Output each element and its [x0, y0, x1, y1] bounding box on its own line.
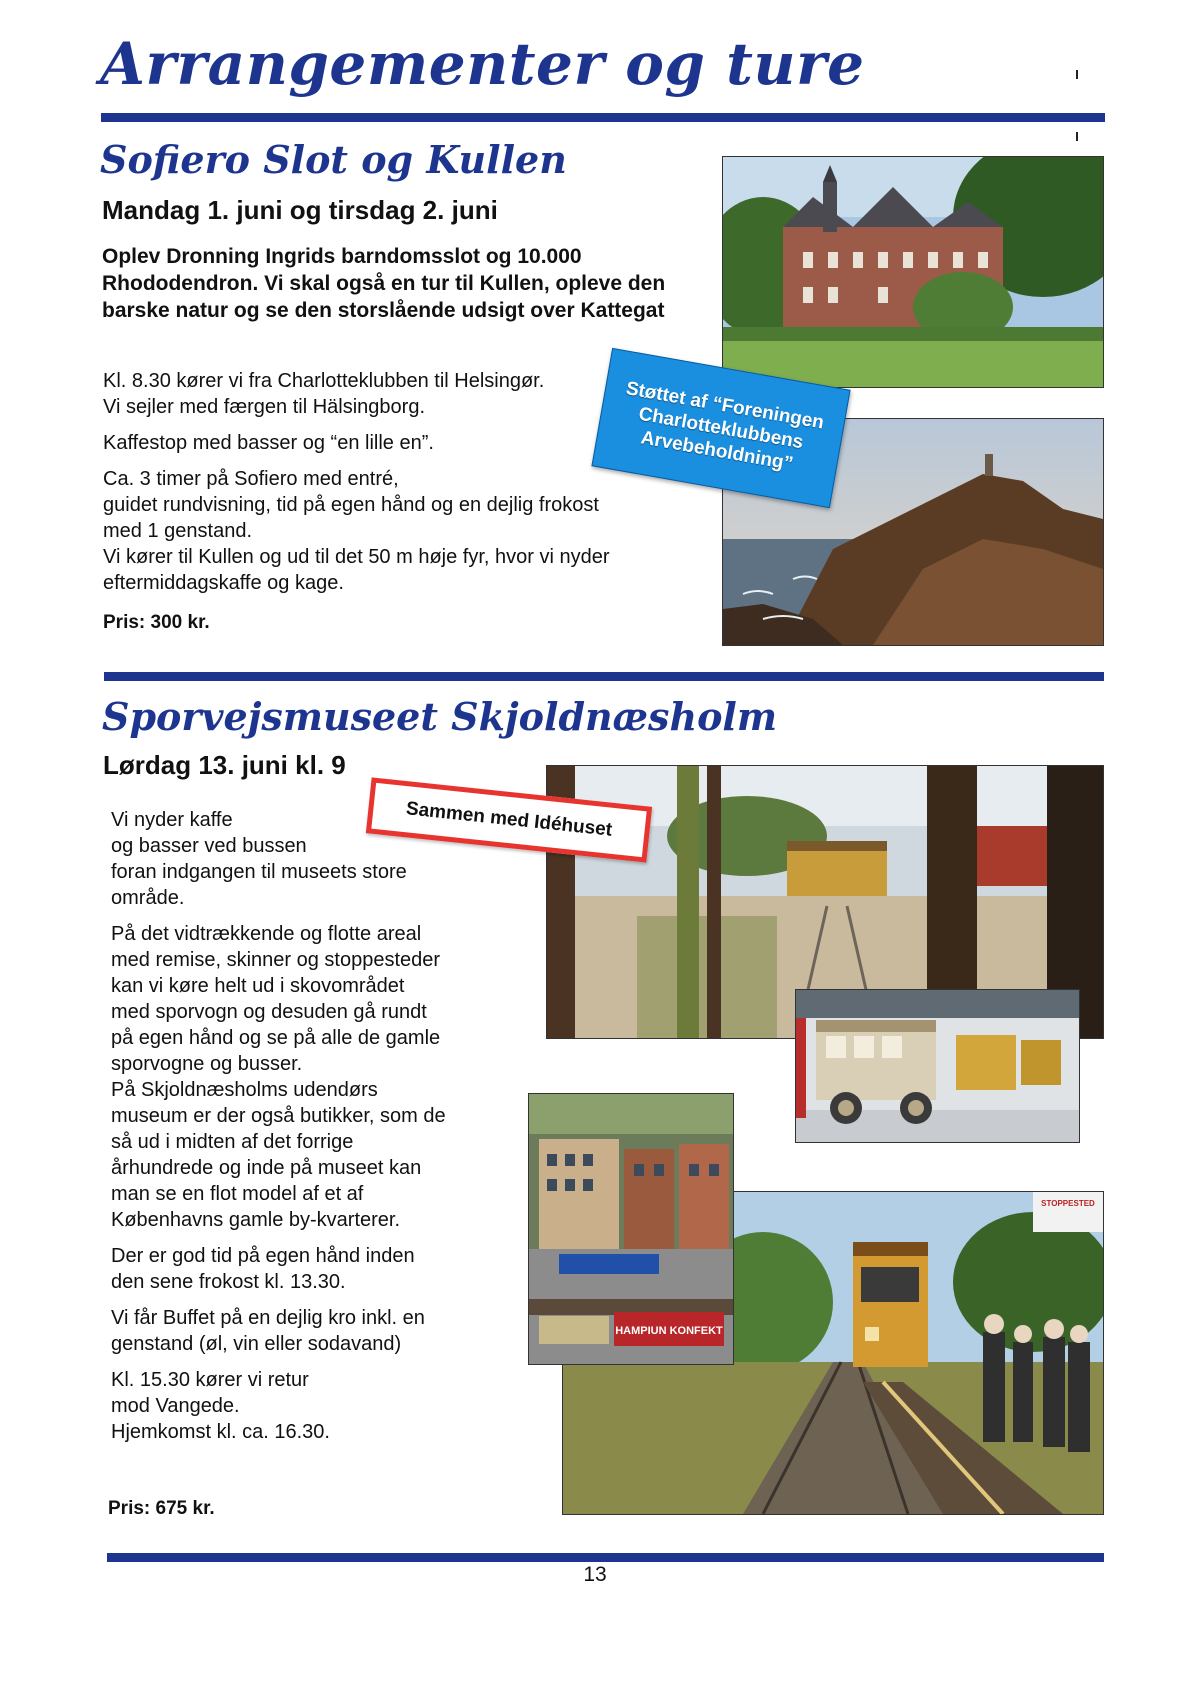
price-sofiero: Pris: 300 kr.	[103, 612, 210, 633]
model-town-photo	[528, 1093, 734, 1365]
section-date-sofiero: Mandag 1. juni og tirsdag 2. juni	[102, 195, 498, 225]
section-lead-sofiero: Oplev Dronning Ingrids barndomsslot og 10.000 Rhododendron. Vi skal også en tur til Kullen, opleve den barske natur og se den storslående udsigt over Kattegat	[102, 245, 666, 322]
text-line: Hjemkomst kl. ca. 16.30.	[111, 1421, 330, 1443]
text-line: eftermiddagskaffe og kage.	[103, 572, 344, 594]
stop-sign: STOPPESTED	[1041, 1199, 1095, 1208]
support-badge: Støttet af “Foreningen Charlotteklubbens Arvebeholdning”	[591, 348, 850, 508]
text-line: med 1 genstand.	[103, 520, 252, 542]
text-line: Ca. 3 timer på Sofiero med entré,	[103, 468, 399, 490]
margin-tick	[1076, 132, 1078, 141]
museum-buses-photo	[795, 989, 1080, 1143]
page-title: Arrangementer og ture	[100, 30, 865, 98]
text-line: foran indgangen til museets store	[111, 861, 407, 883]
sporvejsmuseet-description	[111, 807, 511, 1445]
text-line: århundrede og inde på museet kan	[111, 1157, 422, 1179]
text-line: så ud i midten af det forrige	[111, 1131, 354, 1153]
text-line: Vi kører til Kullen og ud til det 50 m høje fyr, hvor vi nyder	[103, 546, 610, 568]
partner-badge: Sammen med Idéhuset	[366, 777, 652, 862]
sofiero-description	[103, 368, 683, 596]
margin-tick	[1076, 70, 1078, 79]
text-line: Vi sejler med færgen til Hälsingborg.	[103, 396, 426, 418]
text-line: Der er god tid på egen hånd inden	[111, 1245, 415, 1267]
header-divider	[101, 113, 1105, 122]
text-line: på egen hånd og se på alle de gamle	[111, 1027, 441, 1049]
text-line: og basser ved bussen	[111, 835, 307, 857]
footer-divider	[107, 1553, 1104, 1562]
text-line: man se en flot model af et af	[111, 1183, 364, 1205]
section-date-sporvejsmuseet: Lørdag 13. juni kl. 9	[103, 750, 346, 780]
text-line: guidet rundvisning, tid på egen hånd og en dejlig frokost	[103, 494, 599, 516]
section-title-sporvejsmuseet: Sporvejsmuseet Skjoldnæsholm	[102, 694, 778, 739]
text-line: På det vidtrækkende og flotte areal	[111, 923, 422, 945]
section-title-sofiero: Sofiero Slot og Kullen	[100, 137, 567, 182]
text-line: med remise, skinner og stoppesteder	[111, 949, 441, 971]
text-line: museum er der også butikker, som de	[111, 1105, 446, 1127]
model-shop-sign: HAMPIUN KONFEKT	[615, 1325, 723, 1337]
text-line: sporvogne og busser.	[111, 1053, 303, 1075]
page-number: 13	[583, 1563, 607, 1586]
text-line: Kaffestop med basser og “en lille en”.	[103, 432, 434, 454]
sofiero-castle-photo	[722, 156, 1104, 388]
text-line: Kl. 15.30 kører vi retur	[111, 1369, 309, 1391]
text-line: mod Vangede.	[111, 1395, 240, 1417]
text-line: genstand (øl, vin eller sodavand)	[111, 1333, 402, 1355]
section-divider	[104, 672, 1104, 681]
text-line: På Skjoldnæsholms udendørs	[111, 1079, 378, 1101]
text-line: kan vi køre helt ud i skovområdet	[111, 975, 405, 997]
text-line: med sporvogn og desuden gå rundt	[111, 1001, 427, 1023]
text-line: Vi nyder kaffe	[111, 809, 233, 831]
text-line: den sene frokost kl. 13.30.	[111, 1271, 346, 1293]
text-line: Vi får Buffet på en dejlig kro inkl. en	[111, 1307, 425, 1329]
price-sporvejsmuseet: Pris: 675 kr.	[108, 1498, 215, 1519]
text-line: Kl. 8.30 kører vi fra Charlotteklubben til Helsingør.	[103, 370, 545, 392]
text-line: Københavns gamle by-kvarterer.	[111, 1209, 401, 1231]
text-line: område.	[111, 887, 185, 909]
